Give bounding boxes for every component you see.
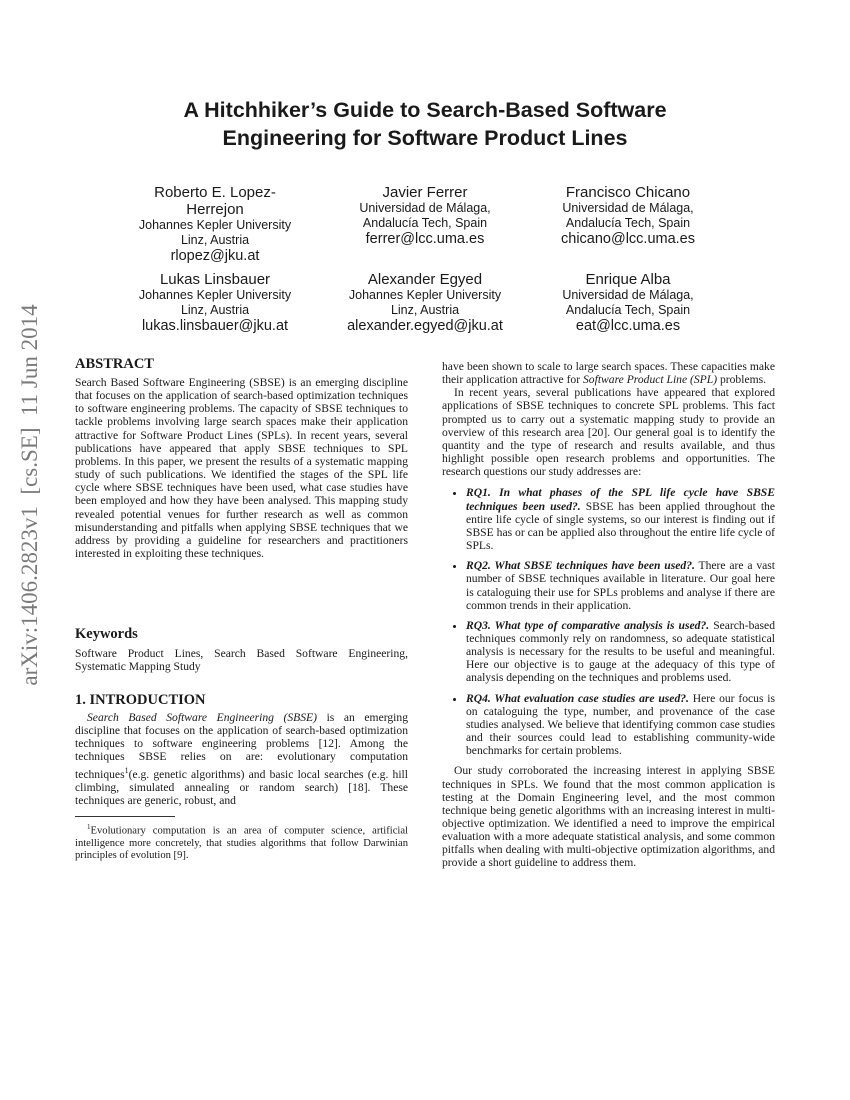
text: problems.	[717, 373, 767, 387]
research-question	[466, 486, 775, 552]
author-affiliation: Johannes Kepler University	[348, 288, 502, 302]
italic-term: Software Product Line (SPL)	[583, 373, 718, 387]
author-location: Linz, Austria	[390, 303, 460, 317]
author-affiliation: Johannes Kepler University	[138, 288, 292, 302]
author-location: Linz, Austria	[180, 233, 250, 247]
paper-title	[0, 96, 850, 152]
author-location: Andalucía Tech, Spain	[565, 303, 691, 317]
author-email: chicano@lcc.uma.es	[561, 231, 695, 247]
footnote-mark[interactable]: 1	[124, 765, 129, 775]
author-name: Lukas Linsbauer	[159, 271, 271, 288]
author-email: ferrer@lcc.uma.es	[365, 231, 485, 247]
author-location: Andalucía Tech, Spain	[362, 216, 488, 230]
author-name: Alexander Egyed	[367, 271, 483, 288]
abstract-section	[75, 355, 408, 560]
author-name: Javier Ferrer	[382, 184, 468, 201]
intro-text-cont: (e.g. genetic algorithms) and basic local searches (e.g. hill climbing, simulated annealing or random search) [18]. These techniques are generic, robust, and	[75, 767, 408, 807]
rq-text: Here our focus is on cataloguing the type, number, and provenance of the case studies analysed. We believe that identifying common case studies and their sources could lead to establishing community-wide benchmarks for certain problems.	[466, 691, 775, 758]
author-affiliation: Johannes Kepler University	[138, 218, 292, 232]
research-question	[466, 559, 775, 612]
title-line-2: Engineering for Software Product Lines	[222, 126, 628, 150]
research-questions-list	[442, 486, 775, 757]
author-name: Enrique Alba	[585, 271, 671, 288]
author-email: alexander.egyed@jku.at	[347, 318, 503, 334]
intro-text: is an emerging discipline that focuses on the application of search-based optimization techniques to software engineering problems [12]. Among the techniques SBSE relies on are: evolutionary computation techniques	[75, 711, 408, 781]
author-block	[320, 184, 530, 248]
arxiv-stamp: arXiv:1406.2823v1 [cs.SE] 11 Jun 2014	[17, 304, 42, 686]
intro-continued	[442, 360, 775, 870]
intro-paragraph	[442, 360, 775, 386]
intro-italic-lead: Search Based Software Engineering (SBSE)	[87, 711, 317, 724]
author-email: lukas.linsbauer@jku.at	[141, 318, 289, 334]
author-block	[110, 184, 320, 265]
author-location: Andalucía Tech, Spain	[565, 216, 691, 230]
introduction-heading: 1. INTRODUCTION	[75, 692, 206, 708]
research-question	[466, 619, 775, 685]
author-affiliation: Universidad de Málaga,	[562, 288, 694, 302]
author-block	[110, 271, 320, 335]
footnote-text: Evolutionary computation is an area of computer science, artificial intelligence more concretely, that studies algorithms that follow Darwinian principles of evolution [9].	[75, 825, 408, 861]
author-name: Roberto E. Lopez-Herrejon	[154, 184, 276, 218]
footnote-rule	[75, 816, 175, 817]
research-question	[466, 692, 775, 758]
author-name: Francisco Chicano	[565, 184, 691, 201]
introduction-section	[75, 691, 408, 807]
text: have been shown to scale to large search spaces. These capacities make their application attractive for	[442, 360, 775, 387]
footnote	[75, 821, 408, 862]
keywords-text: Software Product Lines, Search Based Software Engineering, Systematic Mapping Study	[75, 647, 408, 674]
rq-text: SBSE has been applied throughout the entire life cycle of single systems, so our interest is finding out if SBSE has or can be applied also throughout the entire life cycle of SPLs.	[466, 499, 775, 553]
intro-paragraph	[75, 711, 408, 807]
author-affiliation: Universidad de Málaga,	[359, 201, 491, 215]
rq-title: RQ4. What evaluation case studies are used?.	[466, 691, 689, 705]
rq-text: Search-based techniques commonly rely on randomness, so adequate statistical analysis is necessary for the results to be useful and meaningful. Here our objective is to gauge at the adequacy of this type of analysis depending on the techniques and problems used.	[466, 618, 775, 685]
abstract-heading: ABSTRACT	[75, 356, 154, 372]
rq-title: RQ2. What SBSE techniques have been used?.	[466, 559, 695, 573]
keywords-heading: Keywords	[75, 626, 138, 642]
intro-paragraph: In recent years, several publications have appeared that explored applications of SBSE techniques to concrete SPL problems. This fact prompted us to carry out a systematic mapping study to provide an overview of this research area [20]. Our general goal is to identify the quantity and the type of research and results available, and thus highlight possible open research problems and opportunities. The research questions our study addresses are:	[442, 386, 775, 479]
author-location: Linz, Austria	[180, 303, 250, 317]
keywords-section	[75, 625, 408, 673]
author-email: eat@lcc.uma.es	[575, 318, 681, 334]
rq-text: There are a vast number of SBSE techniques available in literature. Our goal here is cataloguing their use for SPLs problems and analyse if there are common trends in their application.	[466, 559, 775, 612]
author-block	[523, 271, 733, 335]
rq-title: RQ3. What type of comparative analysis is used?.	[466, 618, 710, 632]
author-block	[315, 271, 535, 335]
footnote-number: 1	[87, 823, 91, 831]
author-block	[523, 184, 733, 248]
title-line-1: A Hitchhiker’s Guide to Search-Based Software	[183, 98, 667, 122]
rq-title: RQ1. In what phases of the SPL life cycle have SBSE techniques been used?.	[466, 486, 775, 513]
intro-paragraph: Our study corroborated the increasing interest in applying SBSE techniques in SPLs. We found that the most common application is testing at the Domain Engineering level, and the most common technique being genetic algorithms with an increasing interest in multi-objective optimization. We identified a need to improve the empirical evaluation with a more adequate statistical analysis, and some common pitfalls when dealing with multi-objective optimization algorithms, and provide a short guideline to address them.	[442, 764, 775, 870]
abstract-text: Search Based Software Engineering (SBSE) is an emerging discipline that focuses on the application of search-based optimization techniques to software engineering problems. The capacity of SBSE techniques to tackle problems involving large search spaces make their application attractive for Software Product Lines (SPLs). In recent years, several publications have appeared that apply SBSE techniques to SPL problems. In this paper, we present the results of a systematic mapping study of such publications. We identified the stages of the SPL life cycle where SBSE techniques have been used, what case studies have been employed and how they have been analysed. This mapping study revealed potential venues for further research as well as common misunderstanding and pitfalls when applying SBSE techniques that we address by providing a guideline for researchers and practitioners interested in exploiting these techniques.	[75, 376, 408, 561]
author-email: rlopez@jku.at	[170, 248, 260, 264]
author-affiliation: Universidad de Málaga,	[562, 201, 694, 215]
